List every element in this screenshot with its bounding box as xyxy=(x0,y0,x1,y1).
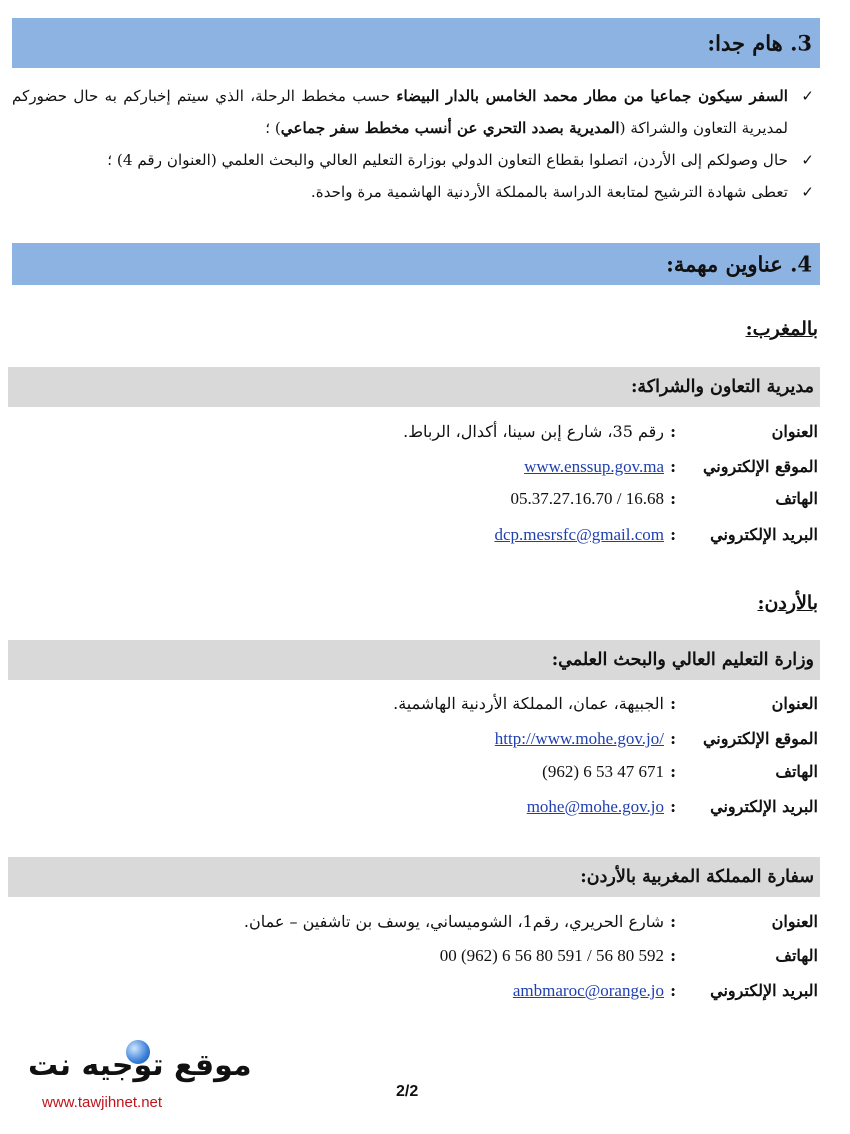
bold-text: السفر سيكون جماعيا من مطار محمد الخامس بالدار البيضاء xyxy=(396,87,788,105)
checkmark-icon: ✓ xyxy=(801,151,814,169)
phone-value: 05.37.27.16.70 / 16.68 xyxy=(510,489,664,508)
section-3-header xyxy=(12,18,820,68)
colon: : xyxy=(670,525,676,544)
email-link[interactable]: ambmaroc@orange.jo xyxy=(512,981,664,1000)
field-label: العنوان xyxy=(771,694,818,713)
list-item xyxy=(12,144,820,176)
field-label: العنوان xyxy=(771,422,818,441)
address-value: رقم 35، شارع إبن سينا، أكدال، الرباط. xyxy=(403,422,664,441)
field-label: الموقع الإلكتروني xyxy=(702,457,818,476)
colon: : xyxy=(670,489,676,508)
field-label: البريد الإلكتروني xyxy=(710,525,818,544)
section-4-header xyxy=(12,243,820,285)
checkmark-icon: ✓ xyxy=(801,87,814,105)
address-value: شارع الحريري، رقم1، الشوميساني، يوسف بن تاشفين – عمان. xyxy=(243,912,664,931)
colon: : xyxy=(670,981,676,1000)
checkmark-icon: ✓ xyxy=(801,183,814,201)
country-heading-jordan: بالأردن: xyxy=(757,592,818,614)
field-label: البريد الإلكتروني xyxy=(710,797,818,816)
country-heading-morocco: بالمغرب: xyxy=(745,318,818,340)
colon: : xyxy=(670,946,676,965)
colon: : xyxy=(670,797,676,816)
field-label: الهاتف xyxy=(775,489,818,508)
org-title: سفارة المملكة المغربية بالأردن: xyxy=(580,867,814,887)
email-link[interactable]: mohe@mohe.gov.jo xyxy=(526,797,664,816)
phone-value: (962) 6 53 47 671 xyxy=(542,762,664,781)
field-label: الهاتف xyxy=(775,762,818,781)
bold-text: المديرية بصدد التحري عن أنسب مخطط سفر جماعي xyxy=(280,119,620,137)
field-label: الهاتف xyxy=(775,946,818,965)
colon: : xyxy=(670,762,676,781)
field-label: الموقع الإلكتروني xyxy=(702,729,818,748)
section-3-title: 3. هام جدا: xyxy=(707,30,812,56)
note-text: ) ؛ xyxy=(265,119,281,137)
org-bar xyxy=(8,367,820,407)
section-4-title: 4. عناوين مهمة: xyxy=(666,251,812,277)
list-item xyxy=(12,176,820,208)
list-item xyxy=(12,80,820,144)
email-link[interactable]: dcp.mesrsfc@gmail.com xyxy=(494,525,664,544)
colon: : xyxy=(670,422,676,441)
field-label: العنوان xyxy=(771,912,818,931)
org-title: مديرية التعاون والشراكة: xyxy=(630,377,814,397)
notes-list xyxy=(12,80,820,208)
org-bar xyxy=(8,640,820,680)
page-number: 2/2 xyxy=(396,1083,419,1100)
colon: : xyxy=(670,729,676,748)
field-label: البريد الإلكتروني xyxy=(710,981,818,1000)
phone-value: 00 (962) 6 56 80 591 / 56 80 592 xyxy=(439,946,664,965)
site-logo[interactable] xyxy=(28,1036,252,1116)
org-bar xyxy=(8,857,820,897)
website-link[interactable]: http://www.mohe.gov.jo/ xyxy=(494,729,664,748)
colon: : xyxy=(670,457,676,476)
logo-url: www.tawjihnet.net xyxy=(42,1094,163,1111)
address-value: الجبيهة، عمان، المملكة الأردنية الهاشمية. xyxy=(393,694,664,713)
org-title: وزارة التعليم العالي والبحث العلمي: xyxy=(551,650,814,670)
note-text: حال وصولكم إلى الأردن، اتصلوا بقطاع التعاون الدولي بوزارة التعليم العالي والبحث العلمي (العنوان رقم 4) ؛ xyxy=(107,151,788,169)
logo-text: موقع توجيه نت xyxy=(28,1048,252,1083)
note-text: تعطى شهادة الترشيح لمتابعة الدراسة بالمملكة الأردنية الهاشمية مرة واحدة. xyxy=(310,183,788,201)
website-link[interactable]: www.enssup.gov.ma xyxy=(524,457,664,476)
colon: : xyxy=(670,694,676,713)
colon: : xyxy=(670,912,676,931)
note-text: حسب مخطط الرحلة، الذي سيتم إخباركم به حال حضوركم لمديرية التعاون والشراكة ( xyxy=(12,87,788,137)
